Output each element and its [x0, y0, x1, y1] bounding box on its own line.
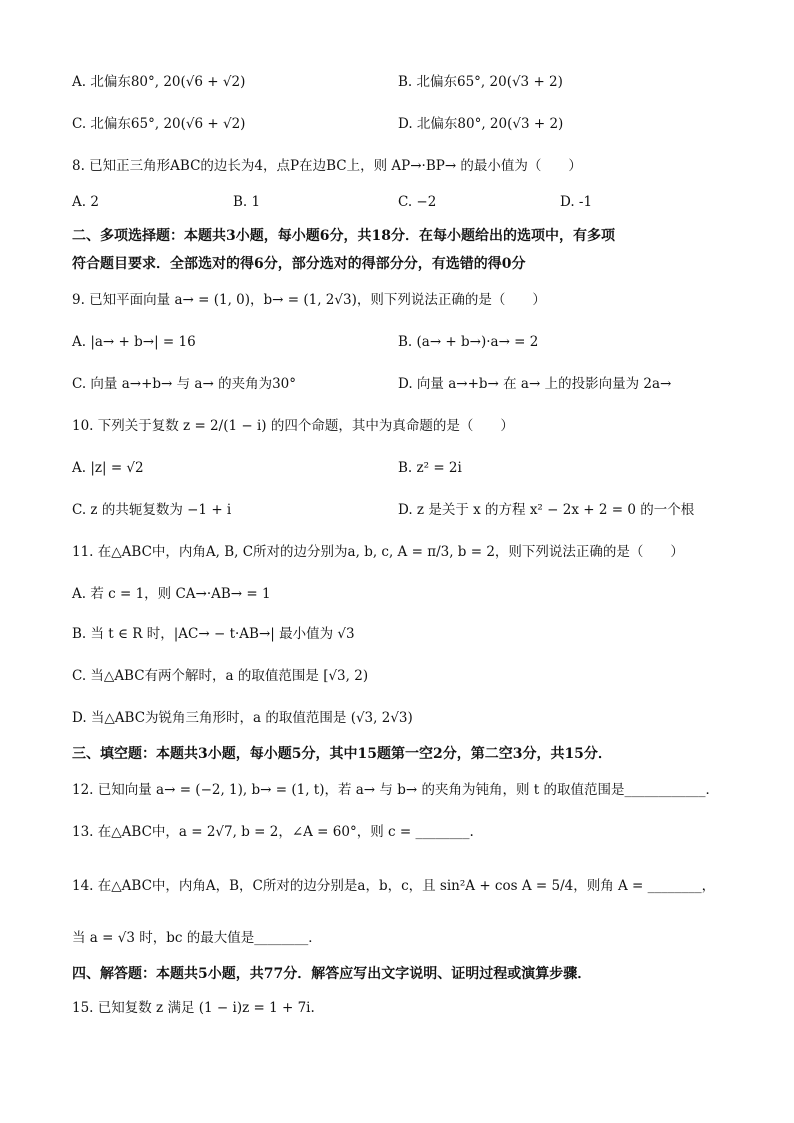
q9-option-b: B. (a→ + b→)·a→ = 2 [398, 334, 539, 350]
section2-title-line2: 符合题目要求．全部选对的得6分，部分选对的得部分分，有选错的得0分 [72, 256, 526, 272]
q12-stem: 12. 已知向量 a→ = (−2, 1), b→ = (1, t)，若 a→ 与 b→ 的夹角为钝角，则 t 的取值范围是____________． [72, 782, 719, 798]
q8-option-a: A. 2 [72, 194, 99, 210]
q11-option-d: D. 当△ABC为锐角三角形时，a 的取值范围是 (√3, 2√3) [72, 710, 413, 726]
q10-option-b: B. z² = 2i [398, 460, 462, 476]
q9-option-a: A. |a→ + b→| = 16 [72, 334, 196, 350]
q9-stem: 9. 已知平面向量 a→ = (1, 0)，b→ = (1, 2√3)，则下列说法正确的是（ ） [72, 292, 546, 308]
q7-option-d: D. 北偏东80°, 20(√3 + 2) [398, 116, 564, 132]
section4-title: 四、解答题：本题共5小题，共77分．解答应写出文字说明、证明过程或演算步骤． [72, 966, 592, 982]
q11-option-a: A. 若 c = 1，则 CA→·AB→ = 1 [72, 586, 271, 602]
q11-option-c: C. 当△ABC有两个解时，a 的取值范围是 [√3, 2) [72, 668, 369, 684]
q10-option-a: A. |z| = √2 [72, 460, 144, 476]
section3-title: 三、填空题：本题共3小题，每小题5分，其中15题第一空2分，第二空3分，共15分． [72, 746, 612, 762]
q8-option-c: C. −2 [398, 194, 437, 210]
q9-option-c: C. 向量 a→+b→ 与 a→ 的夹角为30° [72, 376, 297, 392]
q15-stem: 15. 已知复数 z 满足 (1 − i)z = 1 + 7i. [72, 1000, 315, 1016]
q9-option-d: D. 向量 a→+b→ 在 a→ 上的投影向量为 2a→ [398, 376, 672, 392]
q8-option-b: B. 1 [233, 194, 261, 210]
q10-option-c: C. z 的共轭复数为 −1 + i [72, 502, 232, 518]
section2-title-line1: 二、多项选择题：本题共3小题，每小题6分，共18分．在每小题给出的选项中，有多项 [72, 228, 615, 244]
q14-stem-line2: 当 a = √3 时，bc 的最大值是________． [72, 930, 322, 946]
q11-option-b: B. 当 t ∈ R 时，|AC→ − t·AB→| 最小值为 √3 [72, 626, 355, 642]
q13-stem: 13. 在△ABC中，a = 2√7, b = 2，∠A = 60°，则 c = ________. [72, 824, 474, 840]
q10-stem: 10. 下列关于复数 z = 2/(1 − i) 的四个命题，其中为真命题的是（ ） [72, 418, 514, 434]
q14-stem-line1: 14. 在△ABC中，内角A，B，C所对的边分别是a，b，c，且 sin²A + cos A = 5/4，则角 A = ________， [72, 878, 716, 894]
q10-option-d: D. z 是关于 x 的方程 x² − 2x + 2 = 0 的一个根 [398, 502, 695, 518]
q7-option-c: C. 北偏东65°, 20(√6 + √2) [72, 116, 246, 132]
q11-stem: 11. 在△ABC中，内角A, B, C所对的边分别为a, b, c, A = π/3, b = 2，则下列说法正确的是（ ） [72, 544, 684, 560]
q8-option-d: D. -1 [560, 194, 593, 210]
q8-stem: 8. 已知正三角形ABC的边长为4，点P在边BC上，则 AP→·BP→ 的最小值为（ ） [72, 158, 582, 174]
q7-option-a: A. 北偏东80°, 20(√6 + √2) [72, 74, 246, 90]
q7-option-b: B. 北偏东65°, 20(√3 + 2) [398, 74, 563, 90]
